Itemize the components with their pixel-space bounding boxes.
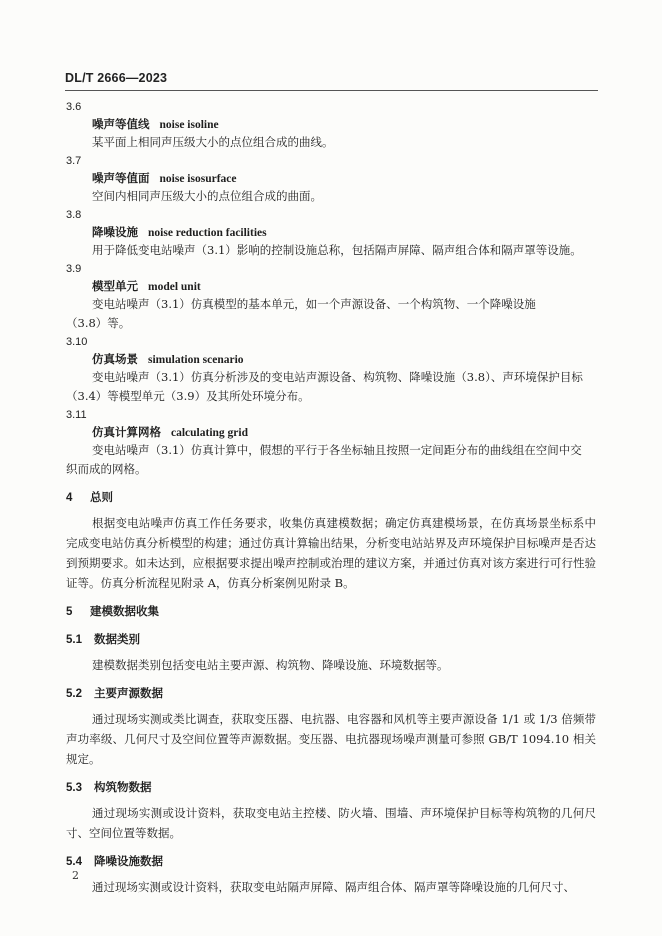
section-number: 5.1 xyxy=(66,634,82,646)
header-rule xyxy=(65,90,598,91)
section-title: 总则 xyxy=(90,492,113,504)
term-title xyxy=(92,277,596,295)
term-title xyxy=(92,115,596,133)
term-number: 3.9 xyxy=(66,263,82,275)
section-number: 5.3 xyxy=(66,782,82,794)
term-number: 3.10 xyxy=(66,336,88,348)
section-heading xyxy=(66,489,596,507)
sections-list xyxy=(66,489,596,897)
section-heading xyxy=(66,603,596,621)
term-entry xyxy=(66,153,596,206)
term-number: 3.8 xyxy=(66,209,82,221)
term-definition: 某平面上相同声压级大小的点位组合成的曲线。 xyxy=(92,135,334,149)
term-title xyxy=(92,169,596,187)
term-title-en: noise isosurface xyxy=(159,173,237,185)
standard-code-header: DL/T 2666—2023 xyxy=(65,71,168,85)
terms-list xyxy=(66,99,596,479)
section-paragraph: 通过现场实测或设计资料，获取变电站主控楼、防火墙、围墙、声环境保护目标等构筑物的几何尺寸、空间位置等数据。 xyxy=(66,806,596,840)
section-paragraph: 通过现场实测或类比调查，获取变压器、电抗器、电容器和风机等主要声源设备 1/1 或 1/3 倍频带声功率级、几何尺寸及空间位置等声源数据。变压器、电抗器现场噪声测量可参照 GB/T 1094.10 相关规定。 xyxy=(66,712,596,766)
term-number: 3.7 xyxy=(66,155,82,167)
term-entry xyxy=(66,334,596,406)
term-definition: 变电站噪声（3.1）仿真计算中，假想的平行于各坐标轴且按照一定间距分布的曲线组在空间中交 xyxy=(92,443,582,457)
term-title-en: model unit xyxy=(148,281,201,293)
term-definition: 织而成的网格。 xyxy=(66,462,147,476)
term-title-en: simulation scenario xyxy=(148,354,244,366)
term-number: 3.6 xyxy=(66,101,82,113)
term-title-en: noise reduction facilities xyxy=(148,227,267,239)
section-number: 5.2 xyxy=(66,688,82,700)
term-entry xyxy=(66,261,596,333)
term-definition: （3.8）等。 xyxy=(66,316,131,330)
term-title-zh: 噪声等值面 xyxy=(92,171,150,185)
section-title: 数据类别 xyxy=(94,634,140,646)
term-entry xyxy=(66,407,596,479)
section-title: 主要声源数据 xyxy=(94,688,163,700)
term-definition: 变电站噪声（3.1）仿真模型的基本单元，如一个声源设备、一个构筑物、一个降噪设施 xyxy=(92,297,536,311)
term-definition: 空间内相同声压级大小的点位组合成的曲面。 xyxy=(92,189,322,203)
page-number: 2 xyxy=(72,869,79,882)
term-entry xyxy=(66,207,596,260)
term-title xyxy=(92,350,596,368)
term-title-zh: 模型单元 xyxy=(92,279,138,293)
section-heading xyxy=(66,853,596,871)
term-number: 3.11 xyxy=(66,409,87,421)
term-title-en: noise isoline xyxy=(159,119,219,131)
section-heading xyxy=(66,779,596,797)
section-title: 降噪设施数据 xyxy=(94,856,163,868)
term-definition: 变电站噪声（3.1）仿真分析涉及的变电站声源设备、构筑物、降噪设施（3.8）、声环境保护目标 xyxy=(92,370,583,384)
term-title-zh: 仿真场景 xyxy=(92,352,138,366)
section-number: 5 xyxy=(66,606,73,618)
term-definition: （3.4）等模型单元（3.9）及其所处环境分布。 xyxy=(66,389,310,403)
term-title-zh: 仿真计算网格 xyxy=(92,425,161,439)
term-title-zh: 噪声等值线 xyxy=(92,117,150,131)
section-title: 建模数据收集 xyxy=(90,606,159,618)
section-title: 构筑物数据 xyxy=(94,782,152,794)
term-entry xyxy=(66,99,596,152)
page-content xyxy=(66,99,596,901)
section-number: 4 xyxy=(66,492,73,504)
term-title xyxy=(92,223,596,241)
section-number: 5.4 xyxy=(66,856,82,868)
section-paragraph: 通过现场实测或设计资料，获取变电站隔声屏障、隔声组合体、隔声罩等降噪设施的几何尺寸、 xyxy=(92,880,575,894)
term-title xyxy=(92,423,596,441)
section-paragraph: 建模数据类别包括变电站主要声源、构筑物、降噪设施、环境数据等。 xyxy=(92,658,449,672)
term-title-en: calculating grid xyxy=(171,427,248,439)
section-heading xyxy=(66,685,596,703)
term-definition: 用于降低变电站噪声（3.1）影响的控制设施总称，包括隔声屏障、隔声组合体和隔声罩等设施。 xyxy=(92,243,582,257)
section-heading xyxy=(66,631,596,649)
term-title-zh: 降噪设施 xyxy=(92,225,138,239)
section-paragraph: 根据变电站噪声仿真工作任务要求，收集仿真建模数据；确定仿真建模场景，在仿真场景坐标系中完成变电站仿真分析模型的构建；通过仿真计算输出结果，分析变电站站界及声环境保护目标噪声是否达到预期要求。如未达到，应根据要求提出噪声控制或治理的建议方案，并通过仿真对该方案进行可行性验证等。仿真分析流程见附录 A，仿真分析案例见附录 B。 xyxy=(66,516,596,590)
